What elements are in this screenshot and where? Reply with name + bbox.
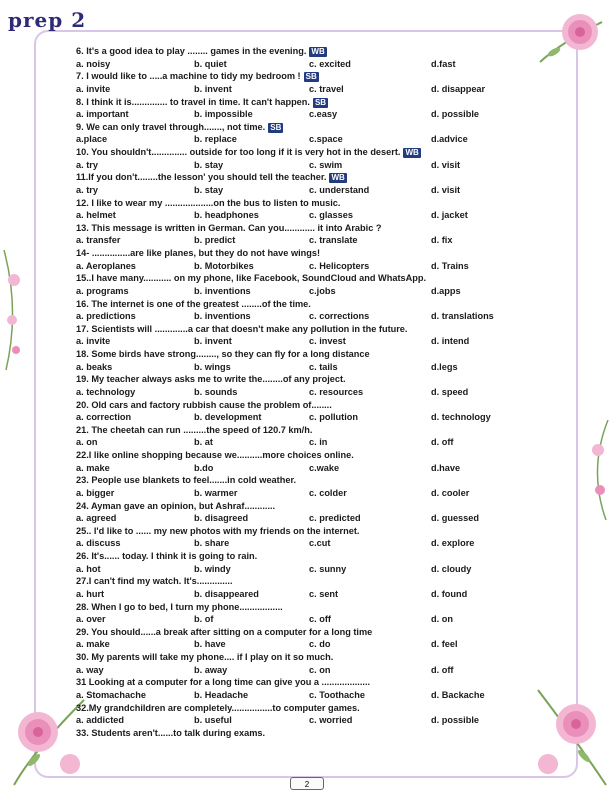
answer-option: b. headphones: [194, 210, 259, 221]
question-text: [76, 626, 556, 639]
options-row: [76, 83, 556, 96]
answer-option: c. predicted: [309, 513, 361, 524]
question-text: [76, 474, 556, 487]
answer-option: c. invest: [309, 336, 346, 347]
options-row: [76, 664, 556, 677]
answer-option: b. stay: [194, 184, 224, 195]
answer-option: d. cooler: [431, 487, 470, 498]
answer-option: a. try: [76, 159, 98, 170]
answer-option: a.place: [76, 134, 108, 145]
answer-option: a. noisy: [76, 58, 111, 69]
answer-option: d. Backache: [431, 689, 485, 700]
answer-option: d.have: [431, 462, 461, 473]
answer-option: c. swim: [309, 159, 343, 170]
answer-option: a. hot: [76, 563, 101, 574]
answer-option: d. technology: [431, 412, 491, 423]
answer-option: a. invite: [76, 336, 111, 347]
question-stem: 10. You shouldn't.............. outside for too long if it is very hot in the desert.: [76, 147, 401, 157]
question-text: [76, 500, 556, 513]
answer-option: a. over: [76, 614, 106, 625]
answer-option: d. on: [431, 614, 453, 625]
answer-option: c. glasses: [309, 210, 353, 221]
options-row: [76, 638, 556, 651]
options-row: [76, 537, 556, 550]
options-row: [76, 462, 556, 475]
question-stem: 30. My parents will take my phone.... if I play on it so much.: [76, 652, 334, 662]
answer-option: c.space: [309, 134, 343, 145]
answer-option: c. Toothache: [309, 689, 365, 700]
options-row: [76, 234, 556, 247]
answer-option: b. replace: [194, 134, 237, 145]
answer-option: d.legs: [431, 361, 458, 372]
book-tag-badge: WB: [405, 148, 419, 157]
answer-option: c. corrections: [309, 311, 370, 322]
question-text: [76, 272, 556, 285]
answer-option: b. invent: [194, 83, 232, 94]
answer-option: a. Stomachache: [76, 689, 146, 700]
answer-option: b. of: [194, 614, 214, 625]
answer-option: c. sunny: [309, 563, 347, 574]
book-tag-badge: SB: [314, 97, 327, 107]
answer-option: a. technology: [76, 386, 136, 397]
answer-option: c. on: [309, 664, 331, 675]
answer-option: c. pollution: [309, 412, 358, 423]
flower-right-icon: [582, 420, 612, 520]
question-stem: 16. The internet is one of the greatest ........of the time.: [76, 298, 311, 309]
question-text: [76, 298, 556, 311]
question-stem: 11.If you don't........the lesson' you should tell the teacher.: [76, 172, 327, 183]
answer-option: b. invent: [194, 336, 232, 347]
answer-option: d. off: [431, 437, 454, 448]
book-tag-badge: SB: [270, 122, 282, 132]
answer-option: b. inventions: [194, 311, 251, 322]
answer-option: d. visit: [431, 184, 461, 195]
options-row: [76, 689, 556, 702]
answer-option: c. excited: [309, 58, 351, 69]
answer-option: c.wake: [309, 462, 340, 473]
options-row: [76, 335, 556, 348]
answer-option: d. fix: [431, 235, 453, 246]
options-row: [76, 285, 556, 298]
answer-option: c. off: [309, 614, 331, 625]
answer-option: a. make: [76, 639, 110, 650]
question-text: [76, 424, 556, 437]
question-text: [76, 676, 556, 689]
answer-option: c. Helicopters: [309, 260, 370, 271]
options-row: [76, 58, 556, 71]
answer-option: a. make: [76, 462, 110, 473]
question-stem: 13. This message is written in German. Can you............ it into Arabic ?: [76, 222, 382, 233]
answer-option: b. development: [194, 412, 262, 423]
question-text: [76, 222, 556, 235]
answer-option: d. feel: [431, 639, 458, 650]
answer-option: d. off: [431, 664, 454, 675]
question-stem: 23. People use blankets to feel.......in cold weather.: [76, 475, 297, 486]
question-stem: 22.I like online shopping because we..........more choices online.: [76, 450, 354, 460]
answer-option: d. found: [431, 588, 468, 599]
answer-option: a. discuss: [76, 538, 121, 549]
answer-option: a. helmet: [76, 210, 116, 221]
answer-option: b. sounds: [194, 386, 238, 397]
question-stem: 14- ...............are like planes, but they do not have wings!: [76, 248, 321, 258]
question-stem: 6. It's a good idea to play ........ games in the evening.: [76, 46, 307, 56]
answer-option: d. possible: [431, 109, 479, 120]
question-stem: 33. Students aren't......to talk during exams.: [76, 727, 266, 738]
question-stem: 20. Old cars and factory rubbish cause the problem of........: [76, 399, 332, 410]
answer-option: b. quiet: [194, 58, 227, 69]
answer-option: b. wings: [194, 361, 231, 372]
question-text: [76, 399, 556, 412]
question-text: [76, 146, 556, 159]
answer-option: d.advice: [431, 134, 468, 145]
options-row: [76, 386, 556, 399]
question-text: [76, 449, 556, 462]
answer-option: a. on: [76, 437, 98, 448]
answer-option: c.easy: [309, 109, 338, 120]
question-text: [76, 45, 556, 58]
answer-option: c. tails: [309, 361, 338, 372]
question-text: [76, 651, 556, 664]
question-text: [76, 373, 556, 386]
answer-option: c. translate: [309, 235, 358, 246]
question-stem: 9. We can only travel through......., not time.: [76, 121, 266, 132]
flower-left-icon: [0, 250, 30, 370]
question-stem: 24. Ayman gave an opinion, but Ashraf............: [76, 500, 276, 511]
question-text: [76, 550, 556, 563]
options-row: [76, 436, 556, 449]
answer-option: c. in: [309, 437, 328, 448]
answer-option: b. have: [194, 639, 226, 650]
question-stem: 26. It's...... today. I think it is going to rain.: [76, 551, 258, 561]
answer-option: d. possible: [431, 715, 479, 726]
question-stem: 29. You should......a break after sitting on a computer for a long time: [76, 626, 373, 637]
answer-option: a. programs: [76, 285, 129, 296]
options-row: [76, 411, 556, 424]
answer-option: a. predictions: [76, 311, 136, 322]
options-row: [76, 260, 556, 273]
question-text: [76, 702, 556, 715]
question-text: [76, 197, 556, 210]
options-row: [76, 209, 556, 222]
question-stem: 31 Looking at a computer for a long time can give you a ...................: [76, 677, 371, 688]
question-stem: 8. I think it is.............. to travel in time. It can't happen.: [76, 96, 310, 107]
answer-option: a. invite: [76, 83, 111, 94]
question-stem: 7. I would like to .....a machine to tidy my bedroom !: [76, 71, 301, 82]
answer-option: d. translations: [431, 311, 494, 322]
answer-option: a. transfer: [76, 235, 121, 246]
question-stem: 19. My teacher always asks me to write the........of any project.: [76, 374, 346, 385]
options-row: [76, 133, 556, 146]
question-stem: 27.I can't find my watch. It's..............: [76, 576, 233, 587]
question-text: [76, 601, 556, 614]
answer-option: c. colder: [309, 487, 347, 498]
book-tag-badge: SB: [305, 72, 317, 82]
question-stem: 32.My grandchildren are completely................to computer games.: [76, 702, 360, 713]
questions-list: [76, 45, 556, 739]
options-row: [76, 159, 556, 172]
answer-option: d. disappear: [431, 83, 486, 94]
options-row: [76, 588, 556, 601]
question-stem: 25.. I'd like to ...... my new photos with my friends on the internet.: [76, 525, 360, 536]
answer-option: c. resources: [309, 386, 364, 397]
answer-option: d. explore: [431, 538, 475, 549]
question-text: [76, 575, 556, 588]
answer-option: c.cut: [309, 538, 331, 549]
answer-option: d. speed: [431, 386, 469, 397]
answer-option: b. Headache: [194, 689, 249, 700]
question-stem: 18. Some birds have strong........, so they can fly for a long distance: [76, 349, 370, 359]
question-text: [76, 70, 556, 83]
options-row: [76, 310, 556, 323]
question-stem: 28. When I go to bed, I turn my phone.................: [76, 601, 283, 612]
question-text: [76, 348, 556, 361]
question-text: [76, 247, 556, 260]
answer-option: b. windy: [194, 563, 231, 574]
options-row: [76, 714, 556, 727]
answer-option: c. do: [309, 639, 331, 650]
answer-option: a. way: [76, 664, 104, 675]
question-stem: 21. The cheetah can run .........the speed of 120.7 km/h.: [76, 424, 313, 435]
page-title: prep 2: [8, 8, 87, 32]
answer-option: d.fast: [431, 58, 456, 69]
book-tag-badge: WB: [331, 173, 345, 183]
answer-option: d. jacket: [431, 210, 468, 221]
answer-option: a. addicted: [76, 715, 124, 726]
options-row: [76, 487, 556, 500]
answer-option: a. important: [76, 109, 129, 120]
answer-option: a. try: [76, 184, 98, 195]
answer-option: d. guessed: [431, 513, 479, 524]
options-row: [76, 563, 556, 576]
answer-option: b. at: [194, 437, 213, 448]
answer-option: b. useful: [194, 715, 232, 726]
page-number: 2: [290, 777, 324, 790]
answer-option: b. predict: [194, 235, 236, 246]
answer-option: b. disagreed: [194, 513, 249, 524]
answer-option: d. Trains: [431, 260, 469, 271]
answer-option: c. worried: [309, 715, 353, 726]
book-tag-badge: WB: [311, 47, 325, 56]
answer-option: b. impossible: [194, 109, 253, 120]
question-text: [76, 525, 556, 538]
options-row: [76, 512, 556, 525]
answer-option: d. intend: [431, 336, 470, 347]
options-row: [76, 361, 556, 374]
answer-option: d. cloudy: [431, 563, 472, 574]
answer-option: c.jobs: [309, 285, 336, 296]
options-row: [76, 108, 556, 121]
answer-option: b. inventions: [194, 285, 251, 296]
answer-option: a. bigger: [76, 487, 115, 498]
question-text: [76, 727, 556, 740]
question-text: [76, 121, 556, 134]
answer-option: b. Motorbikes: [194, 260, 254, 271]
answer-option: d. visit: [431, 159, 461, 170]
question-stem: 15..I have many........... on my phone, like Facebook, SoundCloud and WhatsApp.: [76, 273, 427, 284]
answer-option: c. sent: [309, 588, 339, 599]
answer-option: c. travel: [309, 83, 344, 94]
answer-option: a. agreed: [76, 513, 117, 524]
options-row: [76, 613, 556, 626]
answer-option: b. disappeared: [194, 588, 259, 599]
answer-option: b. stay: [194, 159, 224, 170]
answer-option: a. correction: [76, 412, 132, 423]
answer-option: c. understand: [309, 184, 370, 195]
answer-option: a. beaks: [76, 361, 113, 372]
answer-option: a. Aeroplanes: [76, 260, 136, 271]
answer-option: b. share: [194, 538, 230, 549]
answer-option: a. hurt: [76, 588, 105, 599]
answer-option: b. away: [194, 664, 228, 675]
question-text: [76, 323, 556, 336]
answer-option: d.apps: [431, 285, 461, 296]
answer-option: b.do: [194, 462, 214, 473]
answer-option: b. warmer: [194, 487, 238, 498]
question-stem: 17. Scientists will .............a car that doesn't make any pollution in the future.: [76, 323, 408, 334]
question-text: [76, 96, 556, 109]
question-stem: 12. I like to wear my ...................on the bus to listen to music.: [76, 197, 341, 208]
question-text: [76, 171, 556, 184]
options-row: [76, 184, 556, 197]
